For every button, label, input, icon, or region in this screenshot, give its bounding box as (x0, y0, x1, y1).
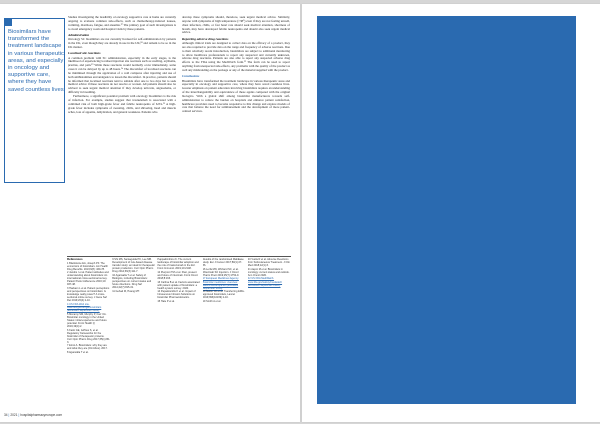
reference-item: 11 Gehad M, Hoang MT. (112, 289, 140, 293)
body-paragraph: develop these symptoms should, therefore, seek urgent medical advice. Similarly, anyone with symptoms of high temperature (>38°) even if they are not feeling unwell, chest infection, chills, or fast heart rate should seek medical attention, shortness of breath, may have developed febrile neutropenia and should also seek urgent medical advice. (182, 16, 290, 35)
article-column-2 (182, 16, 290, 249)
section-heading: Reporting adverse drug reactions (182, 36, 229, 41)
reference-item: 19 Smith A et al. (202, 299, 221, 303)
section-heading: Administration (68, 32, 90, 37)
references-title: References (67, 258, 83, 261)
reference-item: 9 Shi MS, Santaguida PK, Lee MB. Development of rule-based disease transfer study: an ideal for therapeutic protein production. Curr Opin Pharm Drug 2014;36(3):111-7. (112, 258, 155, 274)
body-paragraph: Studies investigating the feasibility of oncology supportive care at home are currently ongoing to evaluate common side-effects, such as chemotherapy-induced nausea, vomiting, diarrhoea, fatigue, and anaemia.¹⁷ The primary goal of such investigations is to avoid emergency room and hospital visits by these patients. (68, 16, 176, 31)
references-column (67, 258, 110, 410)
reference-item: 12 Pierpont TM et al. Past, present and future of rituximab. Front Oncol. 2018;8:163. (157, 270, 199, 280)
reference-item: 16 Lerfa MN, Wichard SC, et al. Rituximab SC Injection. J Oncol Pharm Pract 2019;25(7):1752-9. (202, 267, 240, 277)
body-paragraph: Biosimilars have transformed the treatment landscape in various therapeutic areas and especially in oncology and supportive care, where they have saved countless lives. Greater emphasis on patient education involving biosimilars requires an understanding of the interchangeability and equivalence of these agents compared with the original biologics. With a global shift among biosimilar manufacturers towards self-administration to reduce the burden on hospitals and enhance patient satisfaction, healthcare providers need to become responsive to this change and explore models of care that balance the need for reimbursement and the development of more patient-centred services. (182, 78, 290, 114)
footer-site-link[interactable]: hospitalpharmacyeurope.com (20, 413, 63, 417)
body-paragraph: A common problem with SC administration, especially in the early stages, is the likelihood of experiencing localised injection site reactions such as swelling, erythema, pruritus, and pain.¹⁹ While these reactions would normally occur immediately, some cases it can be delayed by up to 48 hours.²⁰ The discomfort of localised reactions can be minimised through the application of a cold compress after injecting and use of both antihistamines and analgesics to lessen the discomfort. In practice, patients should be informed that localised reactions tend to subside after one to two days but to seek medical advice if these reactions do not resolve or worsen. All patients should also be advised to seek urgent medical attention if they develop urticaria, angioedema, or difficulty in breathing. (68, 55, 176, 95)
reference-item: 7 Ernst A. Biosimilars: why they are and what they are (Omnibus). 2017. (67, 344, 108, 351)
article-column-1 (68, 16, 176, 249)
right-page (302, 4, 600, 422)
reference-item: 3 Hackam L et al. Patient perceptions and perspectives on biosimilars: Is knowledge really power? A cross-sectional online survey. J Gene Saf Ret 2019;26(4):1-10. (67, 287, 110, 303)
left-page (0, 4, 300, 422)
reference-item: 1 Blackstone EA, Joseph PF. The economics of biosimilars. Am Health Drug Benefits. 2013;6(8): 469-78. (67, 261, 108, 271)
references-section (67, 258, 291, 410)
reference-item: 8 Agarwalla T et al. (67, 351, 89, 355)
body-paragraph: Although clinical trials are designed to collect data on the efficacy of a product, they are also required to provide data on the range and frequency of adverse reactions. Due to their relatively recent introduction, biosimilars are subject to additional monitoring to allow healthcare professionals to report any suspected and currently unknown, adverse drug reactions. Patients are also able to report any suspected adverse drug effects to the FDA using the MedWatch form.²² The form can be used to report anything from unexpected side-effects, any problems with the quality of the product as well any misbranding on the package or any of the material supplied with the product. (182, 41, 290, 72)
reference-item: 5 Mccamy SM, Murphy P, Carr CA. Biosimilar oncology in the United States: initial experience and future potential. Front Health Q 2019;19(4):2. (67, 312, 107, 328)
pull-quote-text: Biosimilars have transformed the treatment landscape in various therapeutic areas, and especially in oncology and supportive care, where they have saved countless lives (8, 29, 64, 93)
references-divider (67, 256, 291, 257)
page-number: 34 (4, 413, 8, 417)
references-column (157, 258, 200, 410)
reference-item: 21 Aapro M et al. Biosimilars in oncology: current status and outlook. Ann Oncol 2020. (247, 267, 290, 277)
reference-item: 10 Agarwalla T et al. Safety of Biologics, including Biosimilars: perspectives on current status and future directions. Drug Saf 2014;42(7):815-31. (112, 273, 152, 290)
body-paragraph: Oncology SC biosimilars are not currently licensed for self-administration by patients in the UK, even though they are already in use in the UK,¹⁸ and remain to be so in the UK market. (68, 37, 176, 49)
pull-quote-box (4, 18, 65, 183)
page-footer: 34|2021|hospitalpharmacyeurope.com (4, 413, 63, 417)
reference-item: Pappadimitriou K. The current landscape of biosimilar adoption and the role of trastuzumab in the EU. Front Immunol. 2019;10:2148. (157, 258, 199, 271)
body-paragraph: Furthermore, a significant potential problem with oncology biosimilars is the risk of infection. For example, studies suggest that trastuzumab is associated with a combined risk of both high-grade fever and febrile neutropenia of 6.9%.²¹ A high-grade fever includes symptoms of sweating, chills, and shivering, head and muscle aches, loss of appetite, dehydration, and general weakness. Patients who (68, 94, 176, 114)
reference-item: 15 Hale P et al. (157, 299, 175, 303)
reference-item: Results of the randomised MabEase study. Eur J Cancer 2017;80(1):27-36. (202, 258, 244, 268)
references-column (248, 258, 291, 410)
reference-item[interactable]: 17 European Medicines Agency. Biosimilar medicines: overview. www.ema.europa.eu (accessed September 2020). (202, 277, 239, 290)
reference-item[interactable]: 4 US FDA Web site. www.fda.gov/drugs/biosimilars (accessed September 2020). (67, 302, 102, 313)
references-column (203, 258, 246, 410)
footer-year: 2021 (10, 413, 18, 417)
reference-item: 18 Mellor JD et al. Transferring EMA-approved biosimilars, Lancet 2019;393(10169):1-10. (202, 290, 245, 300)
reference-item: 20 Vuola R et al. Adverse Reactions from Subcutaneous Treatment. J Clin Med 2018;12(1):3. (247, 258, 290, 268)
section-heading: Conclusions (182, 74, 200, 79)
section-heading: Localised site reactions (68, 51, 101, 56)
references-column (112, 258, 155, 410)
pull-quote-tab (5, 19, 12, 26)
reference-item: 6 Karlo GE, Jeffries S, et al. Regulatory frameworks for the biosimilar of therapeutic proteins. Curr Opin Pharm Drug 2017;35(1):80-3. (67, 328, 110, 344)
reference-item: 2 Jacobs I et al. Patient attitudes and understanding about biosimilars: An international cross-sectional survey. Patient Prefer Adherence 2016;10: 937-48. (67, 271, 109, 287)
reference-item: 13 Carlina B et al. Factors associated with patient uptake of biosimilars: a health system survey. 2020. (157, 280, 200, 290)
reference-item: 14 Papadouridis K et al. Impact of Intravenous Infusion Solutions on biosimilar Pharmacokinetics. (157, 290, 196, 300)
blue-advert-panel (317, 16, 576, 404)
reference-item[interactable]: 22 US FDA MedWatch. www.fda.gov/safety/medwatch (accessed September 2020). (247, 277, 283, 287)
